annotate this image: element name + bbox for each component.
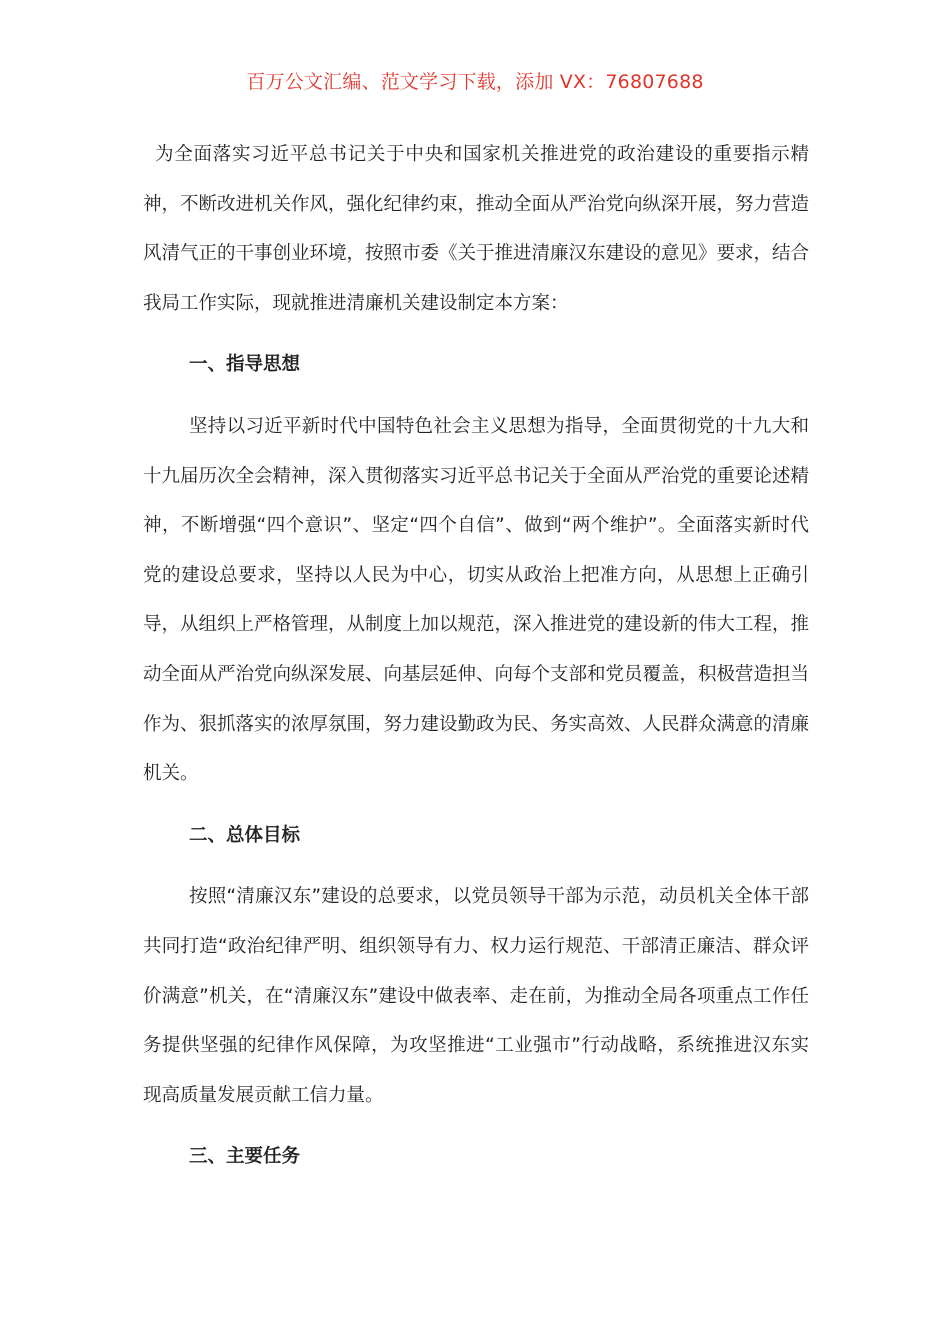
section-body-guiding-ideology: 坚持以习近平新时代中国特色社会主义思想为指导，全面贯彻党的十九大和十九届历次全会精神，深入贯彻落实习近平总书记关于全面从严治党的重要论述精神，不断增强“四个意识”、坚定“四个自信”、做到“两个维护”。全面落实新时代党的建设总要求，坚持以人民为中心，切实从政治上把准方向，从思想上正确引导，从组织上严格管理，从制度上加以规范，深入推进党的建设新的伟大工程，推动全面从严治党向纵深发展、向基层延伸、向每个支部和党员覆盖，积极营造担当作为、狠抓落实的浓厚氛围，努力建设勤政为民、务实高效、人民群众满意的清廉机关。 xyxy=(143,415,810,785)
document-body xyxy=(143,130,809,1182)
section-heading-overall-goal: 二、总体目标 xyxy=(189,824,301,846)
section-heading-guiding-ideology: 一、指导思想 xyxy=(189,354,301,376)
intro-paragraph: 为全面落实习近平总书记关于中央和国家机关推进党的政治建设的重要指示精神，不断改进机关作风，强化纪律约束，推动全面从严治党向纵深开展，努力营造风清气正的干事创业环境，按照市委《关于推进清廉汉东建设的意见》要求，结合我局工作实际，现就推进清廉机关建设制定本方案： xyxy=(143,144,810,314)
watermark-header: 百万公文汇编、范文学习下载，添加 VX：76807688 xyxy=(246,71,704,93)
section-body-overall-goal: 按照“清廉汉东”建设的总要求，以党员领导干部为示范，动员机关全体干部共同打造“政治纪律严明、组织领导有力、权力运行规范、干部清正廉洁、群众评价满意”机关，在“清廉汉东”建设中做表率、走在前，为推动全局各项重点工作任务提供坚强的纪律作风保障，为攻坚推进“工业强市”行动战略，系统推进汉东实现高质量发展贡献工信力量。 xyxy=(143,886,809,1106)
section-heading-main-tasks: 三、主要任务 xyxy=(189,1146,301,1168)
